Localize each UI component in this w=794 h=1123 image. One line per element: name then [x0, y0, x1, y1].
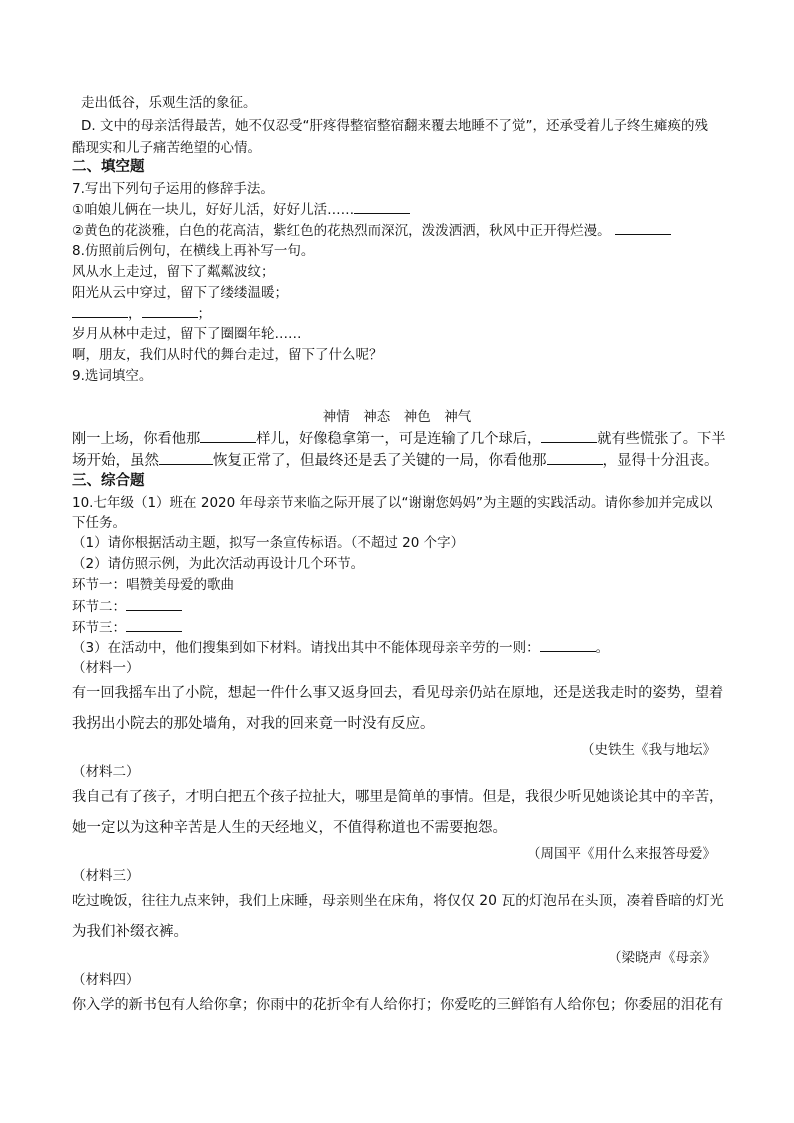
material2-line1: 我自己有了孩子，才明白把五个孩子拉扯大，哪里是简单的事情。但是，我很少听见她谈论其中的辛苦，	[72, 789, 724, 805]
q9-p2-part2: 恢复正常了，但最终还是丢了关键的一局，你看他那	[213, 453, 547, 469]
q10-task3-text: （3）在活动中，他们搜集到如下材料。请找出其中不能体现母亲辛劳的一则：	[72, 640, 540, 656]
q8-answer-line	[72, 303, 211, 324]
material4-line1: 你入学的新书包有人给你拿；你雨中的花折伞有人给你打；你爱吃的三鲜馅有人给你包；你委屈的泪花有	[72, 997, 724, 1013]
q8-prompt: 8.仿照前后例句，在横线上再补写一句。	[72, 243, 315, 259]
q9-paragraph-line1	[72, 428, 726, 449]
q10-task3-end: 。	[595, 640, 610, 656]
q8-semicolon: ；	[197, 306, 211, 322]
q7-item1-text: ①咱娘儿俩在一块儿，好好儿活，好好儿活……	[72, 202, 355, 218]
material3-line1: 吃过晚饭，往往九点来钟，我们上床睡，母亲则坐在床角，将仅仅 20 瓦的灯泡吊在头顶，凑着昏暗的灯光	[72, 893, 724, 909]
q9-prompt: 9.选词填空。	[72, 368, 153, 384]
q9-blank-3[interactable]	[159, 450, 213, 465]
q8-blank-1[interactable]	[72, 303, 128, 318]
q10-task2: （2）请仿照示例，为此次活动再设计几个环节。	[72, 556, 365, 572]
q7-item1-blank[interactable]	[354, 199, 410, 214]
q10-step1: 环节一：唱赞美母爱的歌曲	[72, 577, 234, 593]
material1-source: （史铁生《我与地坛》	[581, 742, 716, 758]
q9-blank-4[interactable]	[547, 450, 603, 465]
q8-closing: 啊，朋友，我们从时代的舞台走过，留下了什么呢？	[72, 347, 383, 363]
section-heading-fill-in: 二、填空题	[72, 159, 145, 175]
q7-item2-text: ②黄色的花淡雅，白色的花高洁，紫红色的花热烈而深沉，泼泼洒洒，秋风中正开得烂漫。	[72, 223, 611, 239]
material2-line2: 她一定以为这种辛苦是人生的天经地义，不值得称道也不需要抱怨。	[72, 820, 507, 836]
material3-source: （梁晓声《母亲》	[608, 950, 716, 966]
q10-intro-line2: 下任务。	[72, 515, 126, 531]
q10-step3-blank[interactable]	[126, 617, 182, 632]
q7-item2-blank[interactable]	[615, 220, 671, 235]
q6-option-c-tail: 走出低谷，乐观生活的象征。	[81, 95, 257, 111]
q8-blank-2[interactable]	[142, 303, 198, 318]
q9-blank-2[interactable]	[541, 428, 597, 443]
q10-step2-label: 环节二：	[72, 599, 126, 615]
q9-p1-part1: 刚一上场，你看他那	[72, 431, 201, 447]
material1-line1: 有一回我摇车出了小院，想起一件什么事又返身回去，看见母亲仍站在原地，还是送我走时的姿势，望着	[72, 685, 724, 701]
q7-item2	[72, 220, 671, 241]
material3-line2: 为我们补缀衣裤。	[72, 924, 188, 940]
q10-intro-line1: 10.七年级（1）班在 2020 年母亲节来临之际开展了以“谢谢您妈妈”为主题的实践活动。请你参加并完成以	[72, 495, 713, 511]
q10-task3-blank[interactable]	[540, 637, 596, 652]
q10-task1: （1）请你根据活动主题，拟写一条宣传标语。（不超过 20 个字）	[72, 535, 465, 551]
material1-line2: 我拐出小院去的那处墙角，对我的回来竟一时没有反应。	[72, 716, 435, 732]
section-heading-comprehensive: 三、综合题	[72, 473, 145, 489]
q10-task3	[72, 637, 609, 658]
q10-step2	[72, 596, 182, 617]
q6-option-d-line1: D. 文中的母亲活得最苦，她不仅忍受“肝疼得整宿整宿翻来覆去地睡不了觉”，还承受着儿子终生瘫痪的残	[81, 118, 708, 134]
material2-source: （周国平《用什么来报答母爱》	[527, 846, 716, 862]
q9-paragraph-line2	[72, 450, 719, 471]
q6-option-d-line2: 酷现实和儿子痛苦绝望的心情。	[72, 140, 261, 156]
q10-step3-label: 环节三：	[72, 620, 126, 636]
q7-prompt: 7.写出下列句子运用的修辞手法。	[72, 181, 274, 197]
q8-example1: 风从水上走过，留下了粼粼波纹；	[72, 264, 275, 280]
material1-label: （材料一）	[72, 660, 140, 676]
q8-example3: 岁月从林中走过，留下了圈圈年轮……	[72, 326, 302, 342]
q9-p1-part2: 样儿，好像稳拿第一，可是连输了几个球后，	[256, 431, 542, 447]
material3-label: （材料三）	[72, 868, 140, 884]
q7-item1	[72, 199, 410, 220]
q10-step3	[72, 617, 182, 638]
q9-p2-part3: ，显得十分沮丧。	[602, 453, 719, 469]
q10-step2-blank[interactable]	[126, 596, 182, 611]
q8-comma: ，	[128, 306, 142, 322]
q8-example2: 阳光从云中穿过，留下了缕缕温暖；	[72, 285, 288, 301]
q9-p1-part3: 就有些慌张了。下半	[597, 431, 726, 447]
material2-label: （材料二）	[72, 764, 140, 780]
material4-label: （材料四）	[72, 972, 140, 988]
q9-blank-1[interactable]	[200, 428, 256, 443]
q9-word-bank: 神情 神态 神色 神气	[322, 409, 472, 425]
q9-p2-part1: 场开始，虽然	[72, 453, 159, 469]
